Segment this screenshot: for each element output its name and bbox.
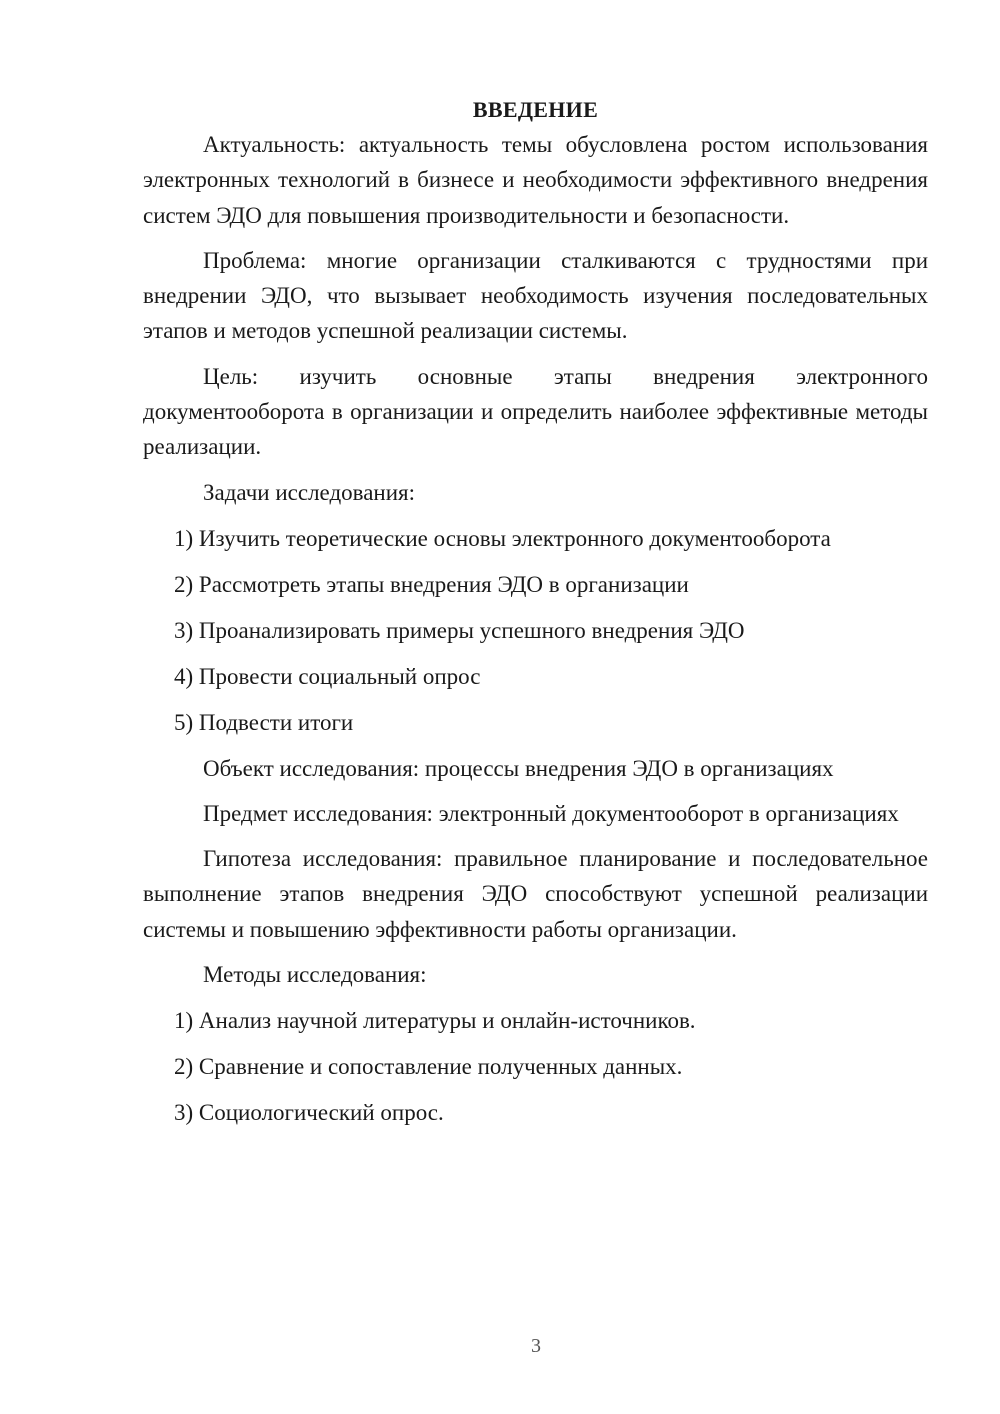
problem-paragraph: Проблема: многие организации сталкиваются с трудностями при внедрении ЭДО, что вызывает необходимость изучения последовательных этапов и методов успешной реализации системы. — [143, 247, 928, 344]
task-item: 3) Проанализировать примеры успешного внедрения ЭДО — [174, 617, 745, 643]
task-item: 1) Изучить теоретические основы электронного документооборота — [174, 525, 831, 551]
methods-heading: Методы исследования: — [203, 961, 427, 987]
section-title: ВВЕДЕНИЕ — [472, 97, 599, 122]
document-page — [143, 93, 928, 1130]
method-item: 1) Анализ научной литературы и онлайн-источников. — [174, 1007, 696, 1033]
task-item: 4) Провести социальный опрос — [174, 663, 481, 689]
tasks-heading: Задачи исследования: — [203, 479, 416, 505]
relevance-paragraph: Актуальность: актуальность темы обусловлена ростом использования электронных технологий в бизнесе и необходимости эффективного внедрения систем ЭДО для повышения производительности и безопасности. — [143, 132, 928, 228]
task-item: 5) Подвести итоги — [174, 709, 354, 735]
page-number: 3 — [531, 1335, 541, 1357]
object-paragraph: Объект исследования: процессы внедрения ЭДО в организациях — [203, 755, 834, 781]
goal-paragraph: Цель: изучить основные этапы внедрения электронного документооборота в организации и определить наиболее эффективные методы реализации. — [143, 363, 928, 460]
subject-paragraph: Предмет исследования: электронный документооборот в организациях — [203, 800, 899, 826]
method-item: 3) Социологический опрос. — [174, 1099, 444, 1125]
hypothesis-paragraph: Гипотеза исследования: правильное планирование и последовательное выполнение этапов внедрения ЭДО способствуют успешной реализации системы и повышению эффективности работы организации. — [143, 845, 928, 942]
task-item: 2) Рассмотреть этапы внедрения ЭДО в организации — [174, 571, 689, 597]
method-item: 2) Сравнение и сопоставление полученных данных. — [174, 1053, 683, 1079]
